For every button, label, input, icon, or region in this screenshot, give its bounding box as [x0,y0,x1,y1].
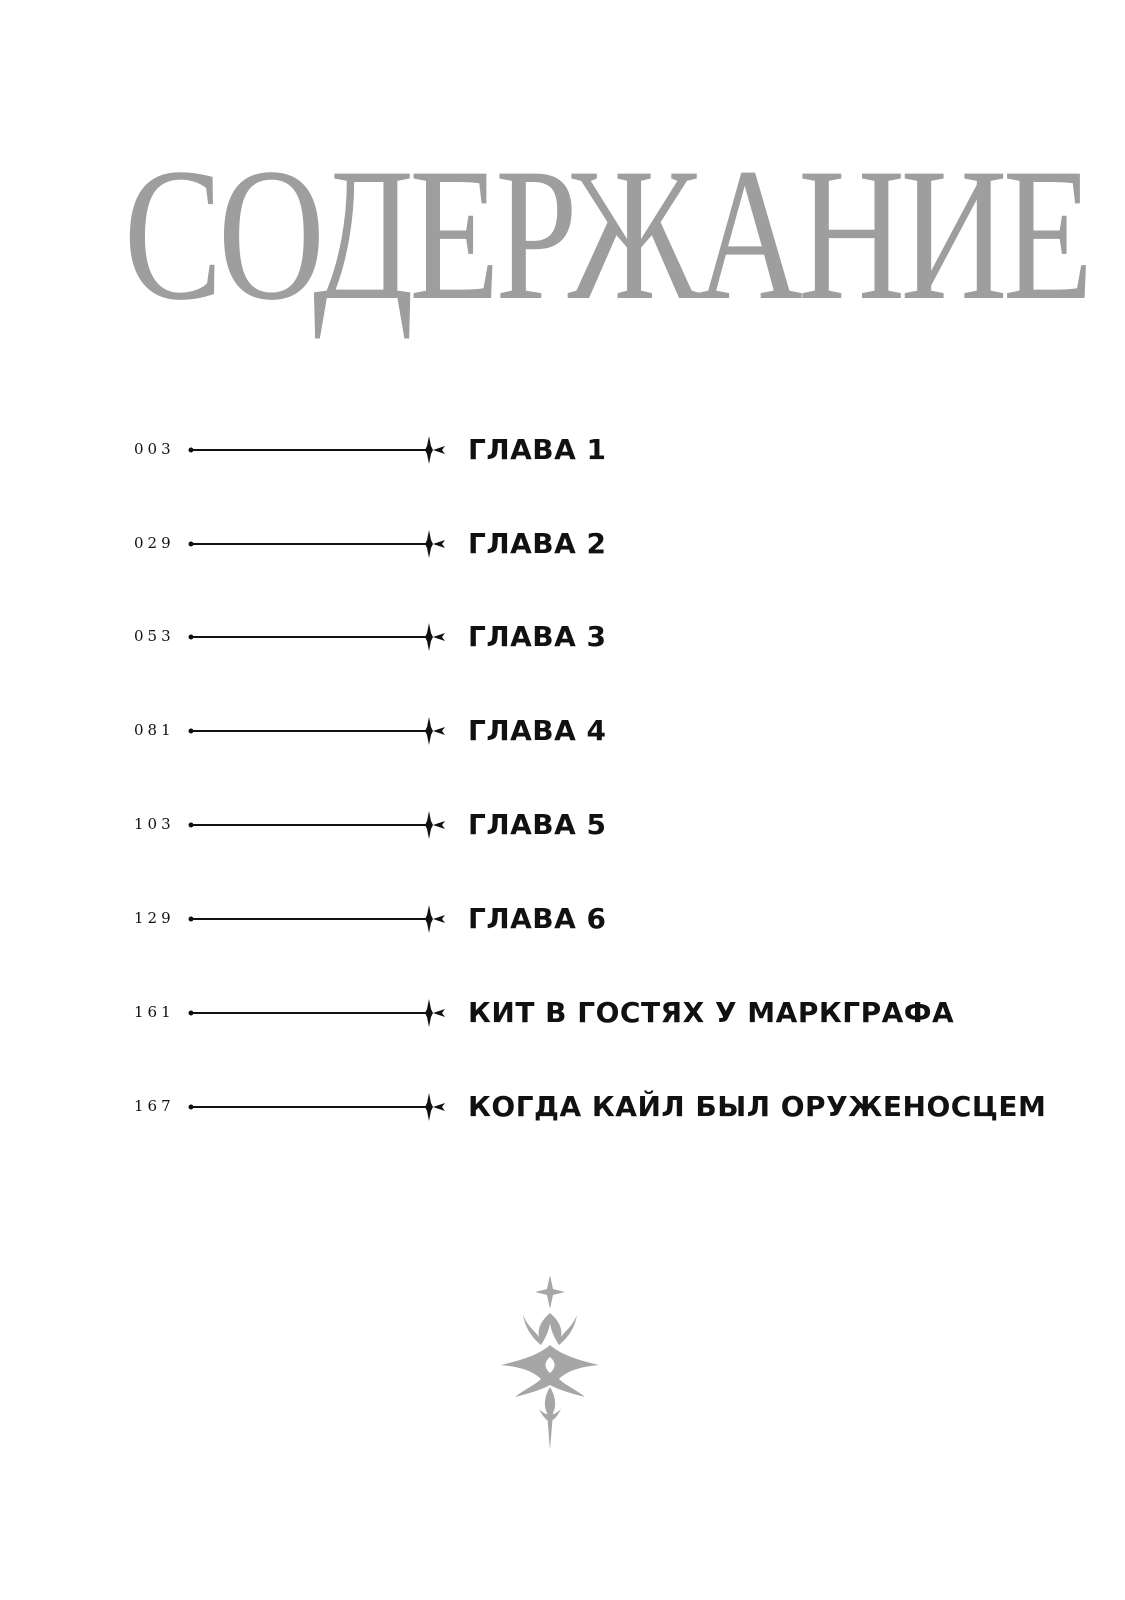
chapter-title: ГЛАВА 1 [468,433,607,466]
toc-entry[interactable] [0,430,1125,470]
arrow-leader-icon [187,430,449,470]
arrow-leader-icon [187,524,449,564]
page-number: 161 [134,1003,175,1021]
toc-entry[interactable] [0,1087,1125,1127]
chapter-title: КОГДА КАЙЛ БЫЛ ОРУЖЕНОСЦЕМ [468,1090,1047,1123]
page-number: 053 [134,627,175,645]
chapter-title: ГЛАВА 2 [468,527,607,560]
chapter-title: ГЛАВА 4 [468,714,607,747]
arrow-leader-icon [187,711,449,751]
arrow-leader-icon [187,993,449,1033]
page-number: 081 [134,721,175,739]
toc-entry[interactable] [0,617,1125,657]
page-number: 129 [134,909,175,927]
toc-entry[interactable] [0,899,1125,939]
page-title: СОДЕРЖАНИЕ [123,130,1089,340]
page-number: 029 [134,534,175,552]
chapter-title: ГЛАВА 3 [468,620,607,653]
chapter-title: ГЛАВА 6 [468,902,607,935]
arrow-leader-icon [187,1087,449,1127]
fleuron-ornament-icon [495,1275,605,1450]
toc-entry[interactable] [0,805,1125,845]
toc-entry[interactable] [0,711,1125,751]
page-number: 003 [134,440,175,458]
toc-entry[interactable] [0,524,1125,564]
arrow-leader-icon [187,617,449,657]
arrow-leader-icon [187,899,449,939]
toc-entry[interactable] [0,993,1125,1033]
chapter-title: КИТ В ГОСТЯХ У МАРКГРАФА [468,996,955,1029]
chapter-title: ГЛАВА 5 [468,808,607,841]
page-number: 167 [134,1097,175,1115]
arrow-leader-icon [187,805,449,845]
page-number: 103 [134,815,175,833]
